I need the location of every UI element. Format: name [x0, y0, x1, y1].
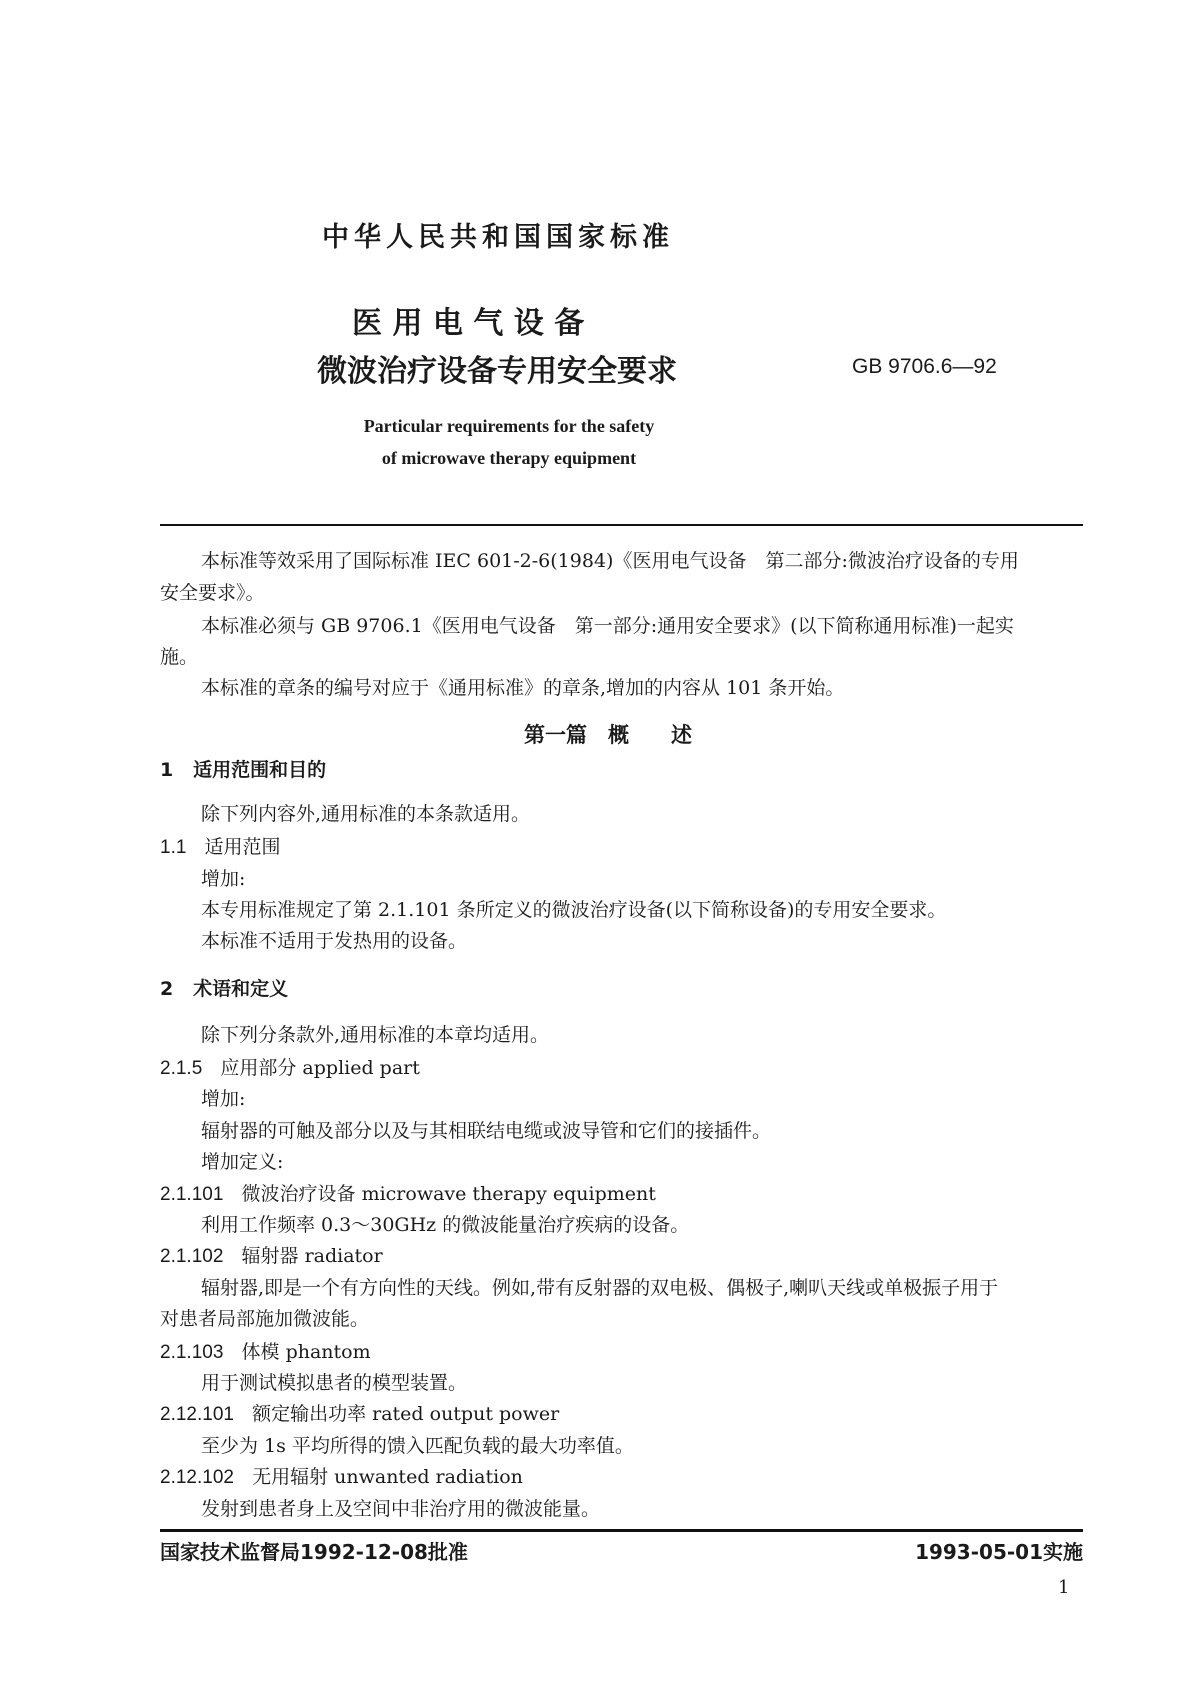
foreword-line: 安全要求》。	[160, 582, 265, 604]
section-title: 术语和定义	[193, 978, 289, 1000]
body-text: 本标准不适用于发热用的设备。	[201, 930, 468, 952]
clause-2-1-5-heading	[160, 1056, 420, 1081]
clause-1-1-heading	[160, 835, 281, 860]
bottom-divider	[160, 1529, 1083, 1532]
foreword-line: 本标准的章条的编号对应于《通用标准》的章条,增加的内容从 101 条开始。	[201, 677, 845, 699]
clause-title: 应用部分 applied part	[220, 1057, 420, 1079]
body-text: 辐射器,即是一个有方向性的天线。例如,带有反射器的双电极、偶极子,喇叭天线或单极振子用于	[201, 1277, 999, 1299]
clause-title: 额定输出功率 rated output power	[252, 1403, 560, 1425]
clause-number: 2.12.101	[160, 1404, 234, 1425]
clause-2-12-102-heading	[160, 1465, 523, 1490]
clause-2-1-101-heading	[160, 1182, 656, 1207]
body-text: 对患者局部施加微波能。	[160, 1308, 370, 1330]
section-number: 1	[160, 759, 174, 781]
body-text: 至少为 1s 平均所得的馈入匹配负载的最大功率值。	[201, 1435, 634, 1457]
body-text: 增加:	[201, 868, 246, 890]
section-title: 适用范围和目的	[193, 759, 327, 781]
approval-date: 国家技术监督局1992-12-08批准	[160, 1540, 468, 1564]
clause-title: 适用范围	[204, 836, 281, 858]
clause-number: 2.12.102	[160, 1467, 234, 1488]
body-text: 除下列分条款外,通用标准的本章均适用。	[201, 1024, 550, 1046]
clause-number: 2.1.102	[160, 1246, 224, 1267]
body-text: 增加定义:	[201, 1151, 284, 1173]
body-text: 利用工作频率 0.3～30GHz 的微波能量治疗疾病的设备。	[201, 1214, 690, 1236]
body-text: 发射到患者身上及空间中非治疗用的微波能量。	[201, 1498, 601, 1520]
clause-number: 2.1.101	[160, 1184, 224, 1205]
clause-title: 辐射器 radiator	[241, 1245, 383, 1267]
body-text: 辐射器的可触及部分以及与其相联结电缆或波导管和它们的接插件。	[201, 1120, 772, 1142]
foreword-line: 本标准必须与 GB 9706.1《医用电气设备 第一部分:通用安全要求》(以下简称通用标准)一起实	[201, 615, 1014, 637]
clause-number: 2.1.103	[160, 1342, 224, 1363]
section-number: 2	[160, 978, 174, 1000]
clause-2-1-103-heading	[160, 1340, 371, 1365]
standard-code: GB 9706.6—92	[852, 355, 997, 378]
section-2-heading	[160, 977, 288, 1001]
body-text: 本专用标准规定了第 2.1.101 条所定义的微波治疗设备(以下简称设备)的专用安全要求。	[201, 899, 947, 921]
english-title-line-2: of microwave therapy equipment	[381, 448, 637, 468]
clause-2-12-101-heading	[160, 1402, 559, 1427]
clause-title: 无用辐射 unwanted radiation	[252, 1466, 523, 1488]
clause-title: 体模 phantom	[241, 1341, 371, 1363]
implementation-date: 1993-05-01实施	[915, 1540, 1083, 1564]
english-title-line-1: Particular requirements for the safety	[363, 416, 655, 436]
clause-2-1-102-heading	[160, 1244, 383, 1269]
section-1-heading	[160, 758, 326, 782]
part-title: 第一篇 概 述	[524, 723, 692, 747]
title-line-2: 微波治疗设备专用安全要求	[317, 354, 677, 389]
foreword-line: 施。	[160, 646, 199, 668]
national-standard-label: 中华人民共和国国家标准	[322, 222, 674, 253]
page-number: 1	[1058, 1577, 1070, 1598]
clause-number: 2.1.5	[160, 1058, 203, 1079]
title-line-1: 医 用 电 气 设 备	[352, 306, 585, 341]
foreword-line: 本标准等效采用了国际标准 IEC 601-2-6(1984)《医用电气设备 第二部分:微波治疗设备的专用	[201, 550, 1019, 572]
top-divider	[160, 524, 1083, 526]
body-text: 增加:	[201, 1088, 246, 1110]
clause-number: 1.1	[160, 837, 187, 858]
clause-title: 微波治疗设备 microwave therapy equipment	[241, 1183, 656, 1205]
body-text: 除下列内容外,通用标准的本条款适用。	[201, 803, 531, 825]
body-text: 用于测试模拟患者的模型装置。	[201, 1372, 468, 1394]
